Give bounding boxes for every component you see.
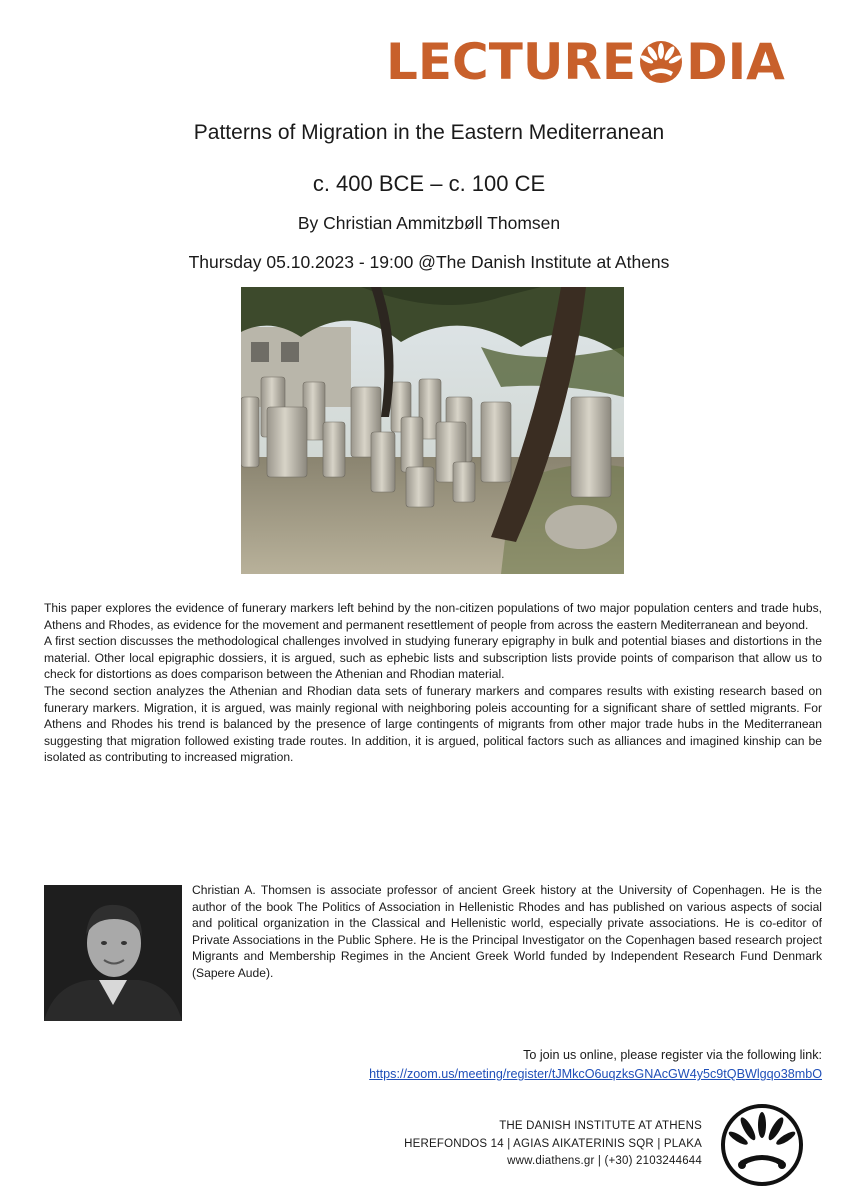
lecture-period: c. 400 BCE – c. 100 CE bbox=[312, 171, 546, 196]
speaker-portrait-image bbox=[44, 885, 182, 1021]
lecture-abstract bbox=[44, 600, 822, 766]
speaker-bio-text: Christian A. Thomsen is associate professor of ancient Greek history at the University of Copenhagen. He is the author of the book The Politics of Association in Hellenistic Rhodes and has published on various aspects of social and political organization in the Classical and Hellenistic world, especially private associations. He is co-editor of Private Associations in the Public Sphere. He is the Principal Investigator on the Copenhagen based research project Migrants and Membership Regimes in the Ancient Greek World funded by Independent Research Fund Denmark (Sapere Aude). bbox=[192, 883, 822, 980]
speaker-portrait bbox=[44, 885, 182, 1021]
palmette-logo-icon bbox=[638, 39, 684, 85]
institute-palmette-icon bbox=[720, 1103, 804, 1187]
abstract-paragraph-3: The second section analyzes the Athenian and Rhodian data sets of funerary markers and compares results with existing research based on funerary markers. Migration, it is argued, was mainly regional with neighboring poleis accounting for a significant share of settled migrants. For Athens and Rhodes his trend is balanced by the presence of large contingents of migrants from other major trade hubs in the Mediterranean suggesting that migration followed existing trade routes. In addition, it is argued, political factors such as alliances and imagined kinship can be isolated as contributing to increased migration. bbox=[44, 683, 822, 765]
cemetery-photo bbox=[241, 287, 624, 574]
abstract-paragraph-1: This paper explores the evidence of funerary markers left behind by the non-citizen populations of two major population centers and trade hubs, Athens and Rhodes, as evidence for the movement and permanent resettlement of people from across the eastern Mediterranean and beyond. bbox=[44, 601, 822, 632]
institute-footer bbox=[404, 1118, 702, 1171]
lecture-speaker: By Christian Ammitzbøll Thomsen bbox=[297, 213, 561, 233]
footer-org-name: THE DANISH INSTITUTE AT ATHENS bbox=[499, 1120, 702, 1132]
online-registration bbox=[369, 1046, 822, 1084]
footer-contact: www.diathens.gr | (+30) 2103244644 bbox=[507, 1155, 702, 1167]
cemetery-photo-image bbox=[241, 287, 624, 574]
logo-text-right: DIA bbox=[686, 33, 785, 91]
zoom-registration-link[interactable]: https://zoom.us/meeting/register/tJMkcO6uqzksGNAcGW4y5c9tQBWlgqo38mbO bbox=[369, 1067, 822, 1081]
lecture-title: Patterns of Migration in the Eastern Mediterranean bbox=[193, 121, 665, 144]
footer-address: HEREFONDOS 14 | AGIAS AIKATERINIS SQR | PLAKA bbox=[404, 1137, 702, 1150]
speaker-bio bbox=[192, 882, 822, 982]
registration-label: To join us online, please register via the following link: bbox=[523, 1048, 822, 1062]
logo-text-left: LECTURE bbox=[386, 33, 637, 91]
lecture-dia-logo bbox=[386, 34, 785, 90]
lecture-datetime: Thursday 05.10.2023 - 19:00 @The Danish Institute at Athens bbox=[188, 252, 670, 272]
abstract-paragraph-2: A first section discusses the methodological challenges involved in studying funerary epigraphy in bulk and potential biases and distortions in the material. Other local epigraphic dossiers, it is argued, such as ephebic lists and subscription lists provide points of comparison that allow us to check for distortions as does comparison between the Athenian and Rhodian material. bbox=[44, 634, 822, 682]
